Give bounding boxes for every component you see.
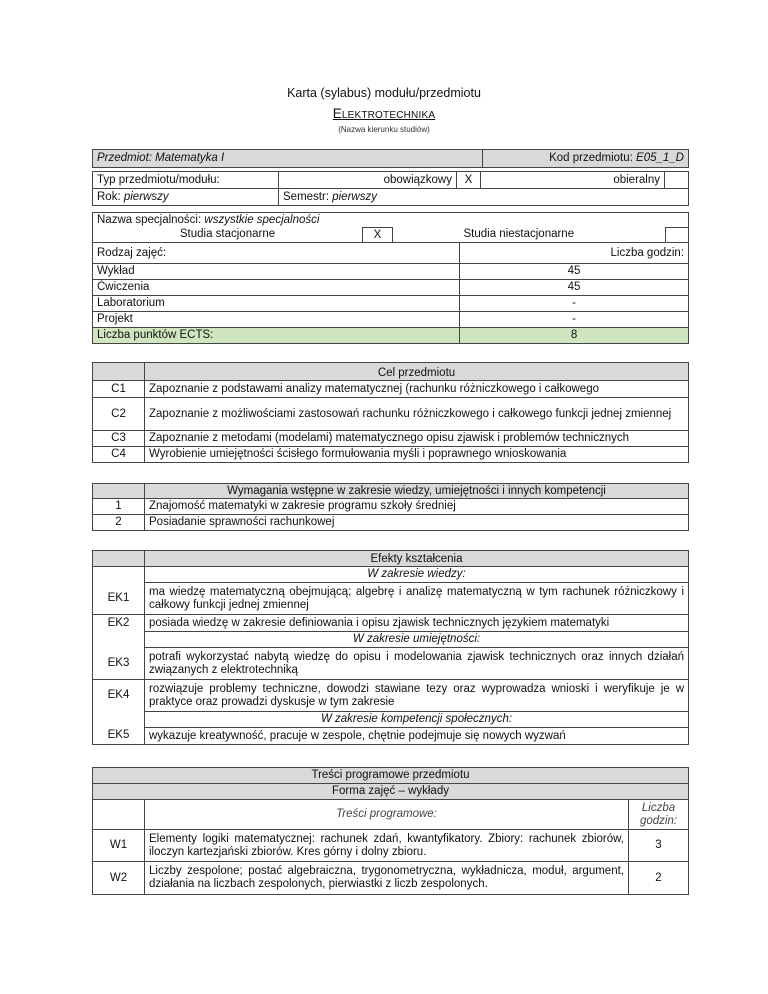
- ects-label: Liczba punktów ECTS:: [93, 328, 460, 344]
- goals-table: [92, 362, 689, 463]
- goal-id: C1: [93, 381, 145, 398]
- class-hours: 45: [460, 280, 689, 296]
- class-hours: -: [460, 296, 689, 312]
- requirement-id: 1: [93, 499, 145, 515]
- subject-table: [92, 149, 689, 168]
- content-table: [92, 767, 689, 895]
- subject-code-value: E05_1_D: [636, 152, 684, 164]
- outcome-text: posiada wiedzę w zakresie definiowania i opisu zjawisk technicznych językiem matematyki: [145, 615, 689, 632]
- goal-text: Zapoznanie z możliwościami zastosowań rachunku różniczkowego i całkowego funkcji jednej zmiennej: [145, 398, 689, 431]
- class-name: Ćwiczenia: [93, 280, 460, 296]
- content-id: W2: [93, 862, 145, 895]
- goal-id: C4: [93, 447, 145, 463]
- nonstationary-label: Studia niestacjonarne: [460, 228, 666, 243]
- elective-label: obieralny: [481, 172, 665, 189]
- hours-table: [92, 212, 689, 344]
- content-title: Treści programowe przedmiotu: [93, 768, 689, 784]
- requirement-text: Posiadanie sprawności rachunkowej: [145, 515, 689, 531]
- specialty-cell: [93, 213, 689, 228]
- stationary-label: Studia stacjonarne: [93, 228, 363, 243]
- spacer-cell: [393, 228, 460, 243]
- goal-text: Zapoznanie z metodami (modelami) matematycznego opisu zjawisk i problemów technicznych: [145, 431, 689, 447]
- requirement-id: 2: [93, 515, 145, 531]
- outcomes-blank: [93, 551, 145, 567]
- year-label: Rok:: [97, 190, 124, 203]
- program-name-rest: LEKTROTECHNIKA: [341, 110, 436, 121]
- classes-label: Rodzaj zajęć:: [93, 243, 460, 264]
- outcomes-table: [92, 550, 689, 745]
- content-hours: 3: [629, 830, 689, 862]
- obligatory-label: obowiązkowy: [279, 172, 457, 189]
- outcome-id: EK3: [93, 648, 145, 680]
- elective-mark: [665, 172, 689, 189]
- outcome-text: rozwiązuje problemy techniczne, dowodzi stawiane tezy oraz wyprowadza wnioski i weryfikuje je w praktyce oraz prowadzi dyskusje w tym zakresie: [145, 680, 689, 712]
- outcome-id: EK5: [93, 728, 145, 745]
- content-topics-header: Treści programowe:: [145, 800, 629, 830]
- obligatory-mark: X: [457, 172, 481, 189]
- subject-code: [483, 150, 689, 168]
- outcome-text: ma wiedzę matematyczną obejmującą; algebrę i analizę matematyczną w tym rachunek różniczkowy i całkowy funkcji jednej zmiennej: [145, 583, 689, 615]
- class-name: Wykład: [93, 264, 460, 280]
- subject-code-label: Kod przedmiotu:: [549, 152, 637, 164]
- requirements-blank: [93, 484, 145, 499]
- year-value: pierwszy: [123, 190, 169, 203]
- outcomes-spacer: [93, 567, 145, 583]
- content-text: Liczby zespolone; postać algebraiczna, trygonometryczna, wykładnicza, moduł, argument, działania na liczbach zespolonych, pierwiastki z liczb zespolonych.: [145, 862, 629, 895]
- goals-title: Cel przedmiotu: [145, 363, 689, 381]
- goal-id: C3: [93, 431, 145, 447]
- content-hours-header: [629, 800, 689, 830]
- requirements-title: Wymagania wstępne w zakresie wiedzy, umiejętności i innych kompetencji: [145, 484, 689, 499]
- outcome-text: wykazuje kreatywność, pracuje w zespole, chętnie podejmuje się nowych wyzwań: [145, 728, 689, 745]
- outcomes-social-header: W zakresie kompetencji społecznych:: [145, 712, 689, 728]
- subject-name: Przedmiot: Matematyka I: [93, 150, 483, 168]
- outcomes-spacer: [93, 632, 145, 648]
- content-form: Forma zajęć – wykłady: [93, 784, 689, 800]
- type-table: [92, 171, 689, 206]
- hours-label: Liczba godzin:: [460, 243, 689, 264]
- goal-text: Zapoznanie z podstawami analizy matematycznej (rachunku różniczkowego i całkowego: [145, 381, 689, 398]
- semester-label: Semestr:: [283, 190, 333, 203]
- outcome-text: potrafi wykorzystać nabytą wiedzę do opisu i modelowania zjawisk technicznych oraz innych działań związanych z elektrotechniką: [145, 648, 689, 680]
- outcomes-title: Efekty kształcenia: [145, 551, 689, 567]
- goals-blank: [93, 363, 145, 381]
- outcome-id: EK2: [93, 615, 145, 632]
- outcome-id: EK1: [93, 583, 145, 615]
- outcomes-knowledge-header: W zakresie wiedzy:: [145, 567, 689, 583]
- outcomes-spacer: [93, 712, 145, 728]
- program-note: (Nazwa kierunku studiów): [338, 125, 430, 134]
- nonstationary-mark: [666, 228, 689, 243]
- document-title: Karta (sylabus) modułu/przedmiotu: [287, 86, 481, 100]
- ects-value: 8: [460, 328, 689, 344]
- goal-text: Wyrobienie umiejętności ścisłego formułowania myśli i poprawnego wnioskowania: [145, 447, 689, 463]
- content-hours-header-line1: Liczba: [641, 801, 676, 814]
- content-hours: 2: [629, 862, 689, 895]
- specialty-label: Nazwa specjalności:: [97, 213, 205, 226]
- semester-value: pierwszy: [332, 190, 377, 203]
- semester-cell: [279, 189, 689, 206]
- program-name: [0, 106, 768, 121]
- class-hours: -: [460, 312, 689, 328]
- type-label: Typ przedmiotu/modułu:: [93, 172, 279, 189]
- outcome-id: EK4: [93, 680, 145, 712]
- specialty-value: wszystkie specjalności: [204, 213, 320, 226]
- outcomes-skills-header: W zakresie umiejętności:: [145, 632, 689, 648]
- requirement-text: Znajomość matematyki w zakresie programu szkoły średniej: [145, 499, 689, 515]
- content-hours-header-line2: godzin:: [639, 814, 678, 827]
- program-name-initial: E: [332, 106, 342, 121]
- stationary-mark: X: [363, 228, 393, 243]
- content-blank: [93, 800, 145, 830]
- requirements-table: [92, 483, 689, 531]
- goal-id: C2: [93, 398, 145, 431]
- class-hours: 45: [460, 264, 689, 280]
- class-name: Laboratorium: [93, 296, 460, 312]
- year-cell: [93, 189, 279, 206]
- content-id: W1: [93, 830, 145, 862]
- content-text: Elementy logiki matematycznej: rachunek zdań, kwantyfikatory. Zbiory: rachunek zbiorów, iloczyn kartezjański zbiorów. Kres górny i dolny zbioru.: [145, 830, 629, 862]
- class-name: Projekt: [93, 312, 460, 328]
